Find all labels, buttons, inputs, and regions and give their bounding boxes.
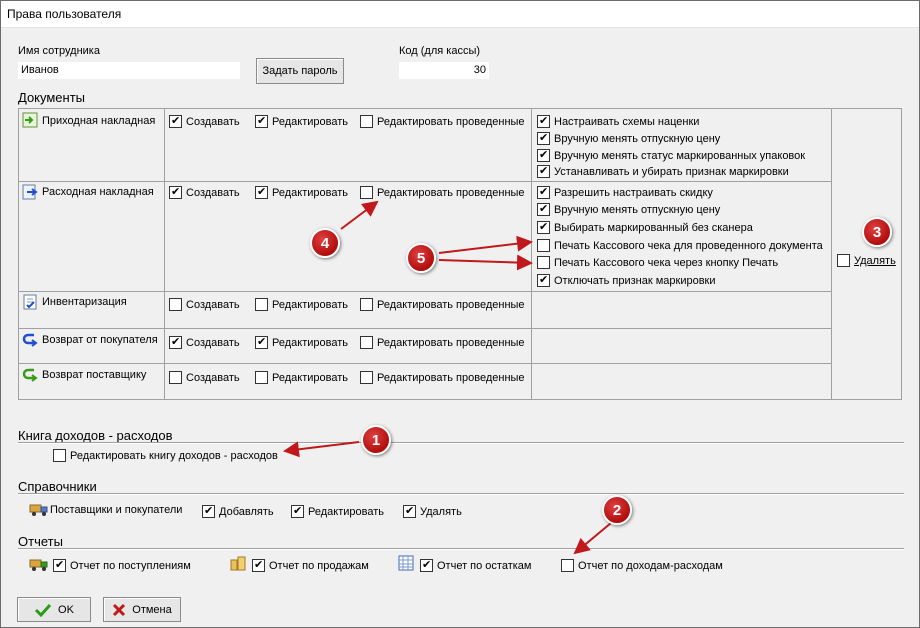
label-edit: Редактировать bbox=[272, 336, 348, 349]
label-delete: Удалять bbox=[854, 254, 896, 267]
label-edit: Редактировать bbox=[272, 371, 348, 384]
reports-header: Отчеты bbox=[18, 534, 63, 549]
annotation-arrows bbox=[1, 1, 920, 628]
annotation-badge-2: 2 bbox=[602, 495, 632, 525]
label-delete: Удалять bbox=[420, 505, 462, 518]
label-report-income-expense: Отчет по доходам-расходам bbox=[578, 559, 723, 572]
directory-name: Поставщики и покупатели bbox=[50, 504, 183, 516]
window-title: Права пользователя bbox=[7, 7, 122, 21]
arrow-1 bbox=[285, 442, 359, 451]
register-code-input[interactable]: 30 bbox=[399, 62, 489, 79]
label-income-book-edit: Редактировать книгу доходов - расходов bbox=[70, 449, 278, 462]
label-edit: Редактировать bbox=[272, 115, 348, 128]
label-edit-posted: Редактировать проведенные bbox=[377, 186, 525, 199]
label-create: Создавать bbox=[186, 115, 240, 128]
label-create: Создавать bbox=[186, 298, 240, 311]
label-edit-posted: Редактировать проведенные bbox=[377, 336, 525, 349]
label-markup-schemes: Настраивать схемы наценки bbox=[554, 115, 700, 128]
annotation-badge-3: 3 bbox=[862, 217, 892, 247]
employee-name-input[interactable]: Иванов bbox=[18, 62, 240, 79]
doc-name-incoming: Приходная накладная bbox=[42, 115, 156, 127]
doc-name-inventory: Инвентаризация bbox=[42, 296, 127, 308]
arrow-5a bbox=[439, 242, 531, 253]
label-report-stock: Отчет по остаткам bbox=[437, 559, 532, 572]
register-code-label: Код (для кассы) bbox=[399, 45, 481, 57]
label-edit-posted: Редактировать проведенные bbox=[377, 371, 525, 384]
label-create: Создавать bbox=[186, 186, 240, 199]
arrow-2 bbox=[575, 523, 611, 553]
label-print-receipt-button: Печать Кассового чека через кнопку Печать bbox=[554, 256, 779, 269]
label-edit: Редактировать bbox=[308, 505, 384, 518]
doc-name-outgoing: Расходная накладная bbox=[42, 186, 154, 198]
documents-header: Документы bbox=[18, 90, 86, 105]
set-password-button[interactable]: Задать пароль bbox=[256, 58, 344, 84]
label-manual-price: Вручную менять отпускную цену bbox=[554, 132, 721, 145]
ok-label: OK bbox=[58, 603, 74, 616]
directories-header: Справочники bbox=[18, 479, 97, 494]
label-edit-posted: Редактировать проведенные bbox=[377, 115, 525, 128]
doc-name-customer-return: Возврат от покупателя bbox=[42, 334, 158, 346]
label-add: Добавлять bbox=[219, 505, 274, 518]
label-edit: Редактировать bbox=[272, 186, 348, 199]
employee-label: Имя сотрудника bbox=[18, 45, 100, 57]
label-create: Создавать bbox=[186, 336, 240, 349]
label-no-scanner: Выбирать маркированный без сканера bbox=[554, 221, 753, 234]
label-create: Создавать bbox=[186, 371, 240, 384]
annotation-badge-1: 1 bbox=[361, 425, 391, 455]
label-edit-posted: Редактировать проведенные bbox=[377, 298, 525, 311]
arrow-5b bbox=[439, 260, 531, 263]
income-book-header: Книга доходов - расходов bbox=[18, 428, 173, 443]
cancel-label: Отмена bbox=[132, 603, 172, 616]
label-manual-status: Вручную менять статус маркированных упаковок bbox=[554, 149, 806, 162]
annotation-badge-5: 5 bbox=[406, 243, 436, 273]
label-marking-flag: Устанавливать и убирать признак маркировки bbox=[554, 165, 789, 178]
label-report-sales: Отчет по продажам bbox=[269, 559, 369, 572]
label-report-receipts: Отчет по поступлениям bbox=[70, 559, 191, 572]
label-allow-discount: Разрешить настраивать скидку bbox=[554, 186, 713, 199]
label-manual-price-out: Вручную менять отпускную цену bbox=[554, 203, 721, 216]
label-disable-marking: Отключать признак маркировки bbox=[554, 274, 716, 287]
doc-name-supplier-return: Возврат поставщику bbox=[42, 369, 147, 381]
label-edit: Редактировать bbox=[272, 298, 348, 311]
annotation-badge-4: 4 bbox=[310, 228, 340, 258]
label-print-receipt-posted: Печать Кассового чека для проведенного документа bbox=[554, 239, 823, 252]
arrow-4 bbox=[341, 202, 377, 229]
